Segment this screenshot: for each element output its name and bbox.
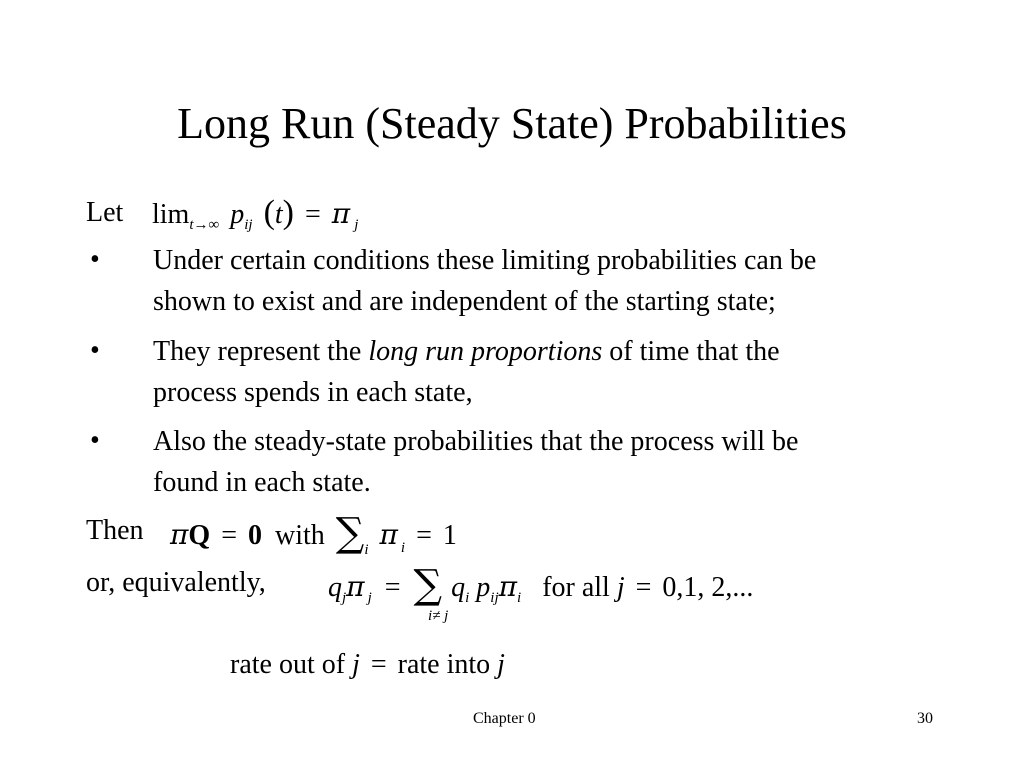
bullet-marker: • — [90, 425, 100, 456]
bullet-3-line-2: found in each state. — [153, 467, 371, 498]
bullet-2-line-2: process spends in each state, — [153, 377, 473, 408]
pi-subscript: i — [400, 540, 406, 556]
q-symbol: q — [328, 572, 342, 603]
q-subscript: i — [465, 590, 470, 606]
q-symbol: q — [451, 572, 466, 603]
pi-subscript: j — [367, 590, 372, 606]
footer-chapter: Chapter 0 — [473, 710, 536, 727]
rate-into-text: rate into — [397, 649, 491, 680]
paren-open: ( — [263, 194, 275, 231]
slide-title: Long Run (Steady State) Probabilities — [177, 99, 847, 148]
limit-equation — [152, 196, 358, 236]
bullet-3-line-1: Also the steady-state probabilities that the process will be — [153, 426, 799, 457]
j-symbol: j — [497, 649, 505, 680]
equals-sign: = — [384, 572, 401, 603]
let-label: Let — [86, 197, 124, 228]
pi-symbol: π — [346, 570, 365, 603]
bullet-2-emphasis: long run proportions — [368, 336, 603, 367]
for-all-text: for all — [542, 572, 610, 603]
equals-sign: = — [635, 572, 652, 603]
pi-symbol: π — [498, 570, 518, 603]
equals-sign: = — [305, 199, 321, 230]
equivalently-label: or, equivalently, — [86, 567, 266, 598]
rate-statement — [230, 648, 505, 682]
equals-sign: = — [370, 649, 387, 680]
bullet-2-line-1 — [153, 335, 780, 369]
q-subscript: j — [342, 590, 347, 606]
equals-sign: = — [221, 520, 237, 551]
index-values: 0,1, 2,... — [662, 572, 754, 603]
sum-subscript: i≠ j — [428, 608, 449, 624]
p-subscript: ij — [490, 590, 499, 606]
lim-operator: lim — [152, 199, 190, 230]
rate-balance-equation — [328, 562, 754, 609]
balance-equation — [170, 510, 457, 558]
j-symbol: j — [616, 572, 625, 603]
zero-vector: 0 — [247, 520, 262, 551]
sum-symbol: ∑ — [413, 562, 443, 608]
pi-symbol: π — [379, 518, 398, 551]
bullet-marker: • — [90, 244, 100, 275]
pi-subscript: j — [354, 217, 359, 233]
with-word: with — [274, 520, 325, 551]
p-symbol: p — [476, 572, 491, 603]
bullet-2-text-before: They represent the — [153, 336, 362, 367]
arg-t: t — [274, 199, 283, 230]
lim-subscript: t→∞ — [189, 217, 220, 233]
rate-out-text: rate out of — [230, 649, 346, 680]
pi-symbol: π — [170, 518, 189, 551]
paren-close: ) — [282, 194, 294, 231]
then-label: Then — [86, 515, 144, 546]
bullet-1-line-1: Under certain conditions these limiting probabilities can be — [153, 245, 817, 276]
sum-symbol: ∑ — [335, 510, 365, 556]
j-symbol: j — [352, 649, 360, 680]
bullet-marker: • — [90, 335, 100, 366]
q-matrix: Q — [188, 520, 211, 551]
bullet-2-text-after: of time that the — [609, 336, 780, 367]
pi-subscript: i — [517, 590, 522, 606]
equals-sign: = — [416, 520, 432, 551]
bullet-1-line-2: shown to exist and are independent of the starting state; — [153, 286, 776, 317]
pi-symbol: π — [331, 197, 351, 230]
one-value: 1 — [442, 520, 457, 551]
sum-subscript: i — [364, 542, 369, 558]
p-subscript: ij — [244, 217, 253, 233]
p-symbol: p — [230, 199, 245, 230]
page-number: 30 — [917, 710, 933, 727]
